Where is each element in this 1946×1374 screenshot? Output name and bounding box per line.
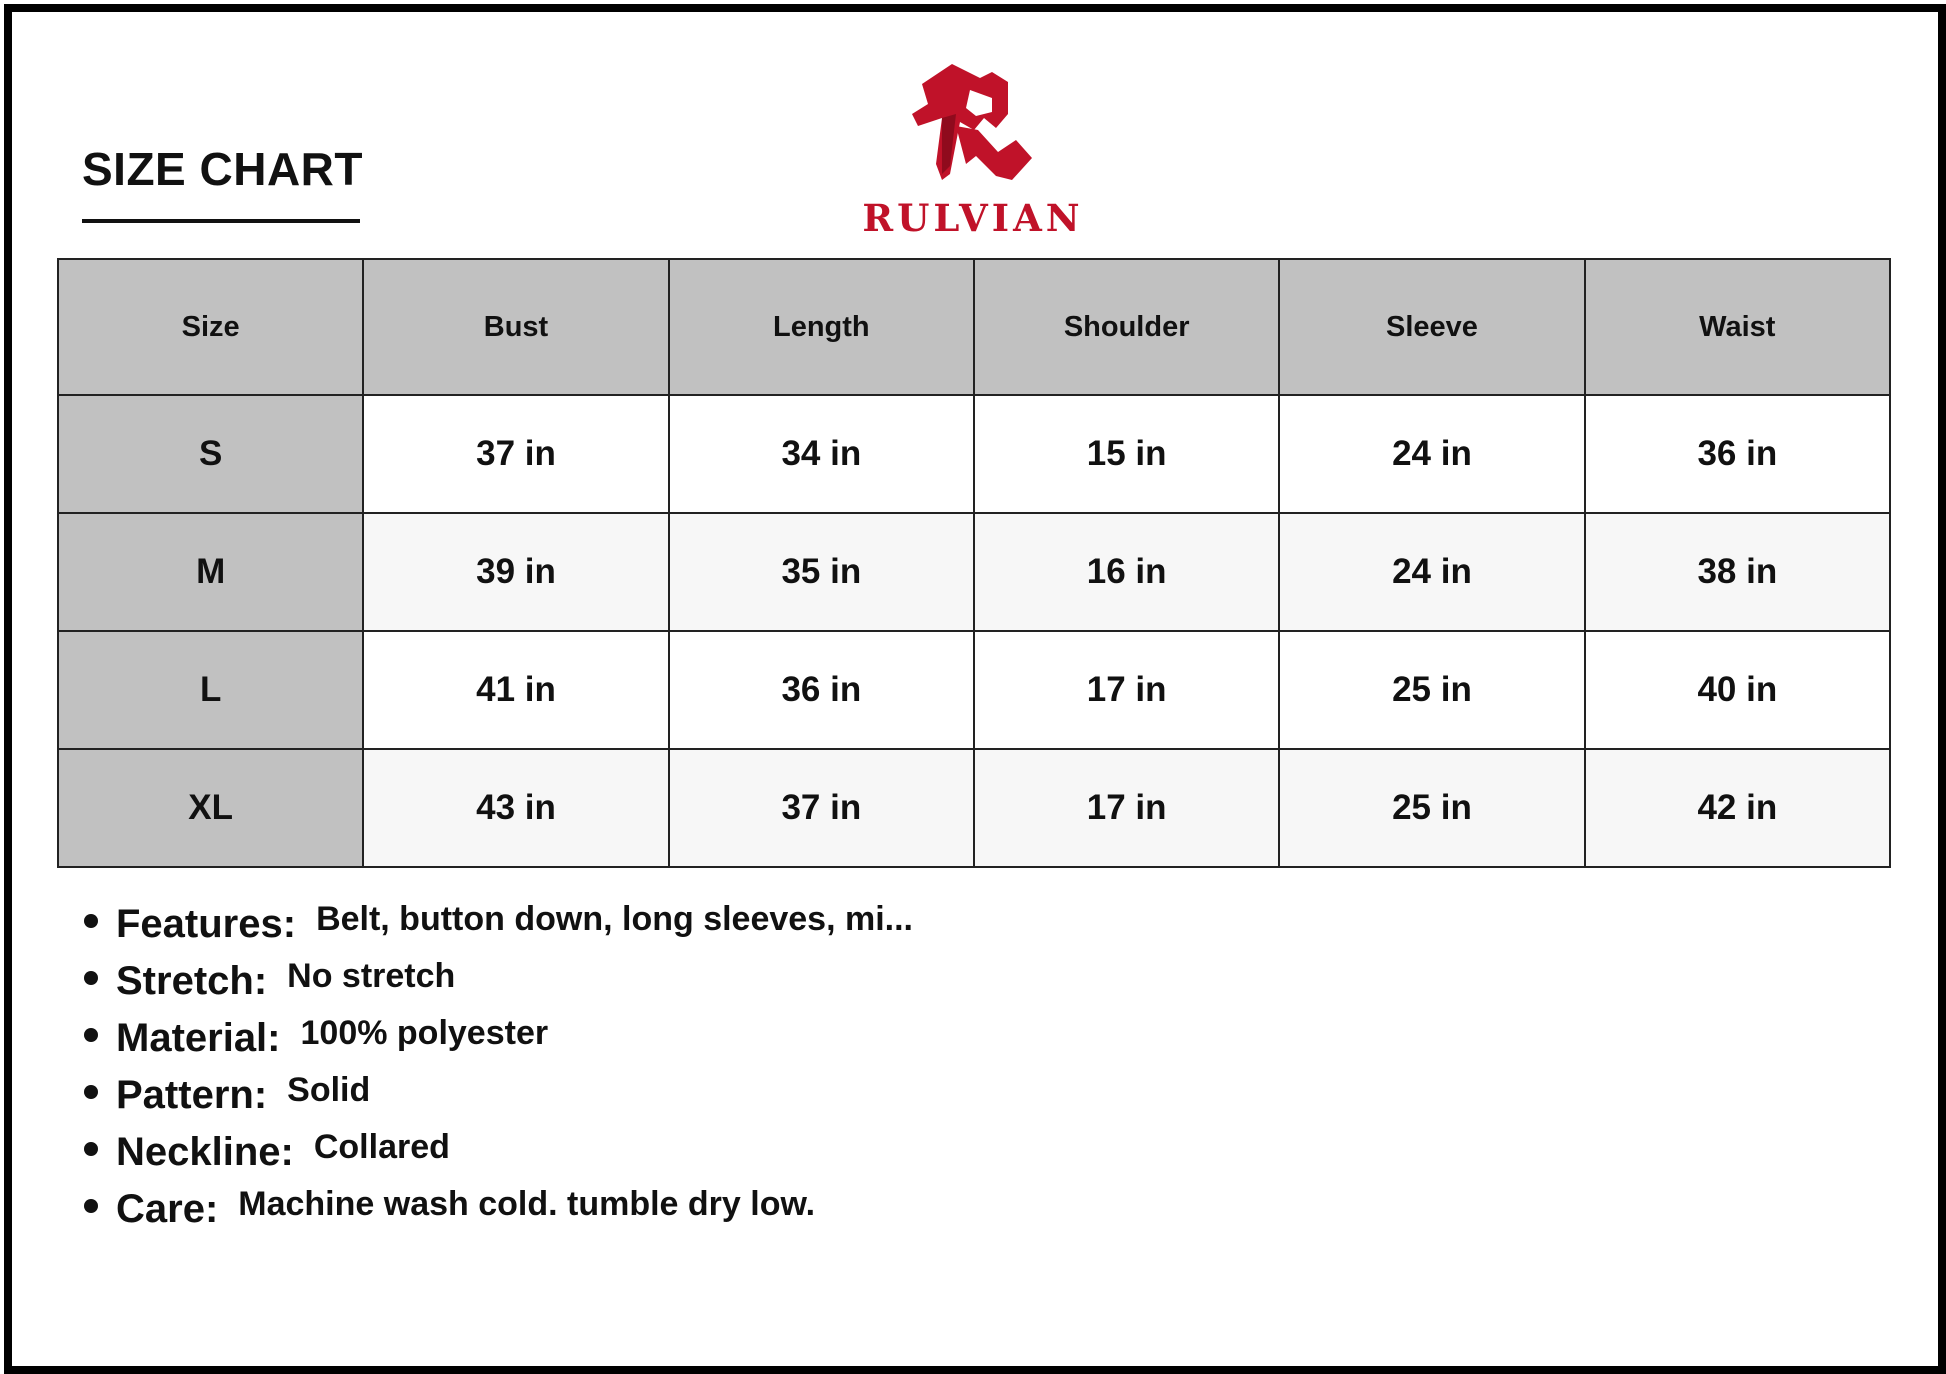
- waist-cell: 40 in: [1585, 631, 1890, 749]
- detail-label: Stretch:: [116, 959, 268, 1003]
- detail-neckline: [84, 1122, 913, 1179]
- size-cell: XL: [58, 749, 363, 867]
- bullet-icon: [84, 1142, 98, 1156]
- length-cell: 36 in: [669, 631, 974, 749]
- detail-value: Belt, button down, long sleeves, mi...: [316, 900, 914, 938]
- bust-cell: 41 in: [363, 631, 668, 749]
- size-cell: L: [58, 631, 363, 749]
- detail-stretch: [84, 951, 913, 1008]
- detail-label: Features:: [116, 902, 297, 946]
- header-size: Size: [58, 259, 363, 395]
- header-length: Length: [669, 259, 974, 395]
- header-shoulder: Shoulder: [974, 259, 1279, 395]
- header-sleeve: Sleeve: [1279, 259, 1584, 395]
- detail-label: Material:: [116, 1016, 281, 1060]
- shoulder-cell: 15 in: [974, 395, 1279, 513]
- brand-name: RULVIAN: [862, 196, 1084, 240]
- bullet-icon: [84, 1199, 98, 1213]
- detail-label: Pattern:: [116, 1073, 268, 1117]
- sleeve-cell: 24 in: [1279, 395, 1584, 513]
- detail-value: Solid: [287, 1071, 371, 1109]
- size-table: [57, 258, 1891, 868]
- waist-cell: 38 in: [1585, 513, 1890, 631]
- bullet-icon: [84, 1085, 98, 1099]
- table-header-row: [58, 259, 1890, 395]
- shoulder-cell: 17 in: [974, 749, 1279, 867]
- table-row: [58, 631, 1890, 749]
- shoulder-cell: 17 in: [974, 631, 1279, 749]
- waist-cell: 36 in: [1585, 395, 1890, 513]
- bust-cell: 39 in: [363, 513, 668, 631]
- table-row: [58, 395, 1890, 513]
- length-cell: 37 in: [669, 749, 974, 867]
- bullet-icon: [84, 971, 98, 985]
- bullet-icon: [84, 1028, 98, 1042]
- detail-material: [84, 1008, 913, 1065]
- length-cell: 35 in: [669, 513, 974, 631]
- length-cell: 34 in: [669, 395, 974, 513]
- detail-pattern: [84, 1065, 913, 1122]
- detail-features: [84, 894, 913, 951]
- sleeve-cell: 25 in: [1279, 631, 1584, 749]
- sleeve-cell: 24 in: [1279, 513, 1584, 631]
- size-cell: S: [58, 395, 363, 513]
- detail-label: Neckline:: [116, 1130, 294, 1174]
- title-underline: [82, 219, 360, 223]
- bust-cell: 37 in: [363, 395, 668, 513]
- detail-value: Machine wash cold. tumble dry low.: [238, 1185, 816, 1223]
- bust-cell: 43 in: [363, 749, 668, 867]
- stylized-r-monogram-icon: [858, 56, 1088, 196]
- size-cell: M: [58, 513, 363, 631]
- brand-logo: [858, 56, 1088, 246]
- detail-value: 100% polyester: [300, 1014, 549, 1052]
- sleeve-cell: 25 in: [1279, 749, 1584, 867]
- detail-care: [84, 1179, 913, 1236]
- shoulder-cell: 16 in: [974, 513, 1279, 631]
- detail-label: Care:: [116, 1187, 219, 1231]
- table-row: [58, 513, 1890, 631]
- detail-value: No stretch: [287, 957, 456, 995]
- page-title: SIZE CHART: [82, 143, 363, 195]
- table-row: [58, 749, 1890, 867]
- waist-cell: 42 in: [1585, 749, 1890, 867]
- header-bust: Bust: [363, 259, 668, 395]
- detail-value: Collared: [313, 1128, 450, 1166]
- header-waist: Waist: [1585, 259, 1890, 395]
- product-details-list: [84, 894, 913, 1236]
- bullet-icon: [84, 914, 98, 928]
